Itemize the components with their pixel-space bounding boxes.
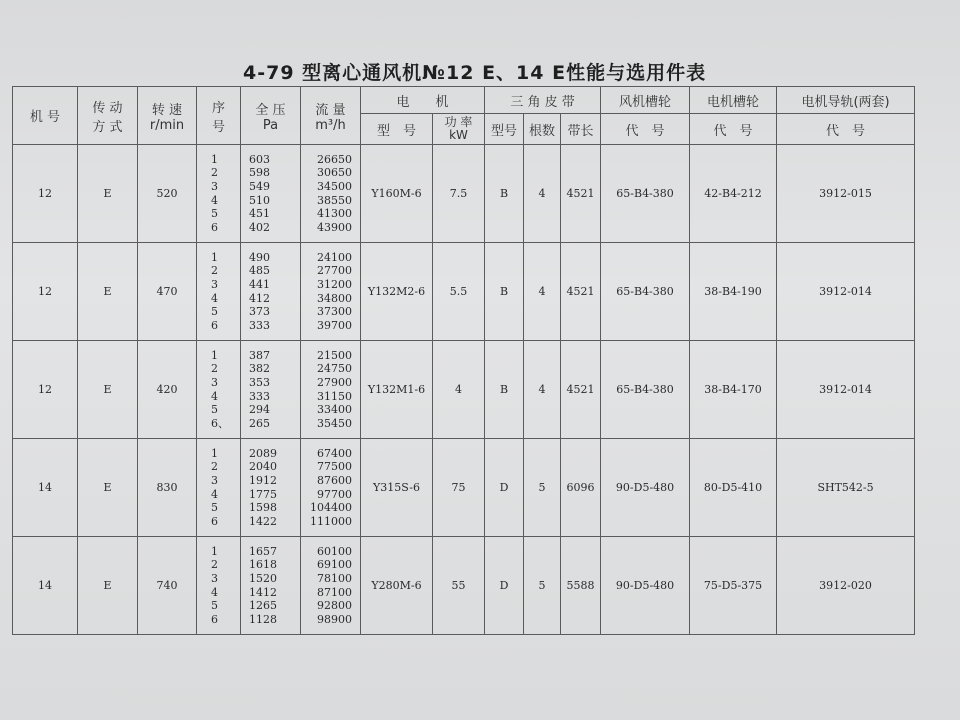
header-dianji-xinghao: 型 号 — [361, 114, 433, 145]
pressure-item: 441 — [249, 277, 270, 291]
cell-chuandong: E — [78, 341, 138, 439]
cell-power: 4 — [433, 341, 485, 439]
pressure-item: 382 — [249, 362, 270, 376]
header-zhuansu-label: 转 速 — [151, 102, 183, 118]
pressure-item: 412 — [249, 291, 270, 305]
header-pidai-xinghao: 型号 — [485, 114, 524, 145]
cell-power: 55 — [433, 537, 485, 635]
flow-item: 67400 — [317, 446, 352, 460]
cell-seq — [197, 439, 241, 537]
table-row — [13, 537, 915, 635]
cell-rail: 3912-014 — [777, 341, 915, 439]
cell-power: 7.5 — [433, 145, 485, 243]
pressure-item: 451 — [249, 207, 270, 221]
flow-item: 92800 — [317, 599, 352, 613]
flow-item: 34800 — [317, 291, 352, 305]
header-dianji-gonglv: 功 率 kW — [433, 114, 485, 145]
performance-table — [12, 86, 915, 635]
cell-motor: Y280M-6 — [361, 537, 433, 635]
cell-fan-pulley: 65-B4-380 — [601, 341, 690, 439]
header-quanya-label: 全 压 — [255, 102, 286, 118]
pressure-item: 353 — [249, 375, 270, 389]
flow-item: 87100 — [317, 585, 352, 599]
cell-chuandong: E — [78, 537, 138, 635]
flow-item: 34500 — [317, 179, 352, 193]
pressure-item: 598 — [249, 166, 270, 180]
cell-power: 5.5 — [433, 243, 485, 341]
cell-pressure — [241, 439, 301, 537]
cell-chuandong: E — [78, 145, 138, 243]
cell-fan-pulley: 90-D5-480 — [601, 439, 690, 537]
header-dianji-caolun-daihao: 代 号 — [690, 114, 777, 145]
cell-pressure — [241, 243, 301, 341]
seq-item: 2 — [211, 558, 218, 572]
seq-item: 4 — [211, 585, 218, 599]
seq-item: 5 — [211, 501, 218, 515]
header-fengji-caolun: 风机槽轮 — [601, 87, 690, 114]
cell-zhuansu: 520 — [138, 145, 197, 243]
cell-motor: Y132M1-6 — [361, 341, 433, 439]
seq-item: 1 — [211, 544, 218, 558]
pressure-item: 1618 — [249, 558, 277, 572]
cell-motor-pulley: 42-B4-212 — [690, 145, 777, 243]
cell-motor: Y160M-6 — [361, 145, 433, 243]
cell-belt-count: 4 — [524, 145, 561, 243]
cell-belt-count: 5 — [524, 537, 561, 635]
flow-item: 111000 — [310, 514, 352, 528]
cell-belt-len: 4521 — [561, 341, 601, 439]
seq-item: 6 — [211, 514, 218, 528]
header-quanya-unit: Pa — [262, 117, 279, 133]
flow-item: 33400 — [317, 403, 352, 417]
flow-item: 77500 — [317, 460, 352, 474]
header-chuandong: 传 动 方 式 — [78, 87, 138, 145]
cell-belt-type: B — [485, 145, 524, 243]
pressure-item: 2089 — [249, 446, 277, 460]
cell-rail: 3912-014 — [777, 243, 915, 341]
cell-zhuansu: 420 — [138, 341, 197, 439]
cell-pressure — [241, 537, 301, 635]
flow-item: 35450 — [317, 416, 352, 430]
cell-jihao: 12 — [13, 145, 78, 243]
table-row — [13, 341, 915, 439]
cell-flow — [301, 439, 361, 537]
seq-item: 3 — [211, 277, 218, 291]
flow-item: 38550 — [317, 193, 352, 207]
header-xu: 序 号 — [197, 87, 241, 145]
flow-item: 41300 — [317, 207, 352, 221]
pressure-item: 1422 — [249, 514, 277, 528]
cell-flow — [301, 145, 361, 243]
header-zhuansu — [138, 87, 197, 145]
cell-pressure — [241, 145, 301, 243]
seq-item: 2 — [211, 460, 218, 474]
seq-item: 3 — [211, 473, 218, 487]
seq-item: 1 — [211, 152, 218, 166]
cell-jihao: 12 — [13, 243, 78, 341]
pressure-item: 333 — [249, 389, 270, 403]
cell-motor-pulley: 38-B4-190 — [690, 243, 777, 341]
pressure-item: 402 — [249, 220, 270, 234]
cell-rail: 3912-020 — [777, 537, 915, 635]
seq-item: 3 — [211, 375, 218, 389]
cell-belt-type: B — [485, 243, 524, 341]
cell-seq — [197, 243, 241, 341]
header-sanjiao: 三 角 皮 带 — [485, 87, 601, 114]
seq-item: 4 — [211, 487, 218, 501]
cell-zhuansu: 830 — [138, 439, 197, 537]
cell-belt-len: 4521 — [561, 243, 601, 341]
pressure-item: 1775 — [249, 487, 277, 501]
seq-item: 1 — [211, 446, 218, 460]
header-liuliang-unit: m³/h — [315, 117, 346, 133]
cell-rail: SHT542-5 — [777, 439, 915, 537]
cell-motor-pulley: 75-D5-375 — [690, 537, 777, 635]
header-row-1 — [13, 87, 915, 114]
flow-item: 26650 — [317, 152, 352, 166]
pressure-item: 1265 — [249, 599, 277, 613]
table-row — [13, 439, 915, 537]
pressure-item: 603 — [249, 152, 270, 166]
cell-motor-pulley: 38-B4-170 — [690, 341, 777, 439]
header-pidai-daichang: 带长 — [561, 114, 601, 145]
flow-item: 27700 — [317, 264, 352, 278]
cell-flow — [301, 537, 361, 635]
header-jihao: 机 号 — [13, 87, 78, 145]
cell-seq — [197, 537, 241, 635]
seq-item: 2 — [211, 166, 218, 180]
cell-motor: Y132M2-6 — [361, 243, 433, 341]
cell-chuandong: E — [78, 439, 138, 537]
pressure-item: 549 — [249, 179, 270, 193]
cell-pressure — [241, 341, 301, 439]
header-zhuansu-unit: r/min — [149, 117, 185, 133]
seq-item: 3 — [211, 179, 218, 193]
table-wrapper — [12, 86, 914, 635]
seq-item: 5 — [211, 599, 218, 613]
flow-item: 31200 — [317, 277, 352, 291]
seq-item: 4 — [211, 193, 218, 207]
cell-fan-pulley: 90-D5-480 — [601, 537, 690, 635]
flow-item: 98900 — [317, 612, 352, 626]
pressure-item: 1520 — [249, 571, 277, 585]
flow-item: 30650 — [317, 166, 352, 180]
cell-belt-len: 4521 — [561, 145, 601, 243]
flow-item: 87600 — [317, 473, 352, 487]
header-fengji-daihao: 代 号 — [601, 114, 690, 145]
cell-jihao: 14 — [13, 537, 78, 635]
flow-item: 39700 — [317, 318, 352, 332]
pressure-item: 1657 — [249, 544, 277, 558]
flow-item: 24100 — [317, 250, 352, 264]
cell-jihao: 12 — [13, 341, 78, 439]
cell-seq — [197, 341, 241, 439]
seq-item: 5 — [211, 305, 218, 319]
seq-item: 1 — [211, 250, 218, 264]
seq-item: 6、 — [211, 416, 229, 430]
flow-item: 37300 — [317, 305, 352, 319]
seq-item: 6 — [211, 318, 218, 332]
pressure-item: 294 — [249, 403, 270, 417]
flow-item: 24750 — [317, 362, 352, 376]
flow-item: 27900 — [317, 375, 352, 389]
cell-zhuansu: 740 — [138, 537, 197, 635]
header-liuliang-label: 流 量 — [315, 102, 346, 118]
cell-belt-count: 4 — [524, 341, 561, 439]
header-daogui-daihao: 代 号 — [777, 114, 915, 145]
cell-rail: 3912-015 — [777, 145, 915, 243]
cell-belt-type: D — [485, 439, 524, 537]
table-row — [13, 243, 915, 341]
seq-item: 2 — [211, 264, 218, 278]
seq-item: 1 — [211, 348, 218, 362]
seq-item: 2 — [211, 362, 218, 376]
cell-jihao: 14 — [13, 439, 78, 537]
header-dianji-caolun: 电机槽轮 — [690, 87, 777, 114]
pressure-item: 1912 — [249, 473, 277, 487]
pressure-item: 333 — [249, 318, 270, 332]
flow-item: 31150 — [317, 389, 352, 403]
pressure-item: 2040 — [249, 460, 277, 474]
flow-item: 104400 — [310, 501, 352, 515]
cell-flow — [301, 341, 361, 439]
cell-fan-pulley: 65-B4-380 — [601, 243, 690, 341]
table-row — [13, 145, 915, 243]
pressure-item: 1412 — [249, 585, 277, 599]
seq-item: 4 — [211, 389, 218, 403]
cell-seq — [197, 145, 241, 243]
pressure-item: 485 — [249, 264, 270, 278]
pressure-item: 1598 — [249, 501, 277, 515]
seq-item: 6 — [211, 612, 218, 626]
pressure-item: 1128 — [249, 612, 277, 626]
seq-item: 5 — [211, 207, 218, 221]
cell-chuandong: E — [78, 243, 138, 341]
cell-belt-count: 5 — [524, 439, 561, 537]
cell-belt-type: D — [485, 537, 524, 635]
flow-item: 69100 — [317, 558, 352, 572]
flow-item: 43900 — [317, 220, 352, 234]
seq-item: 3 — [211, 571, 218, 585]
cell-power: 75 — [433, 439, 485, 537]
pressure-item: 510 — [249, 193, 270, 207]
cell-belt-len: 6096 — [561, 439, 601, 537]
cell-motor-pulley: 80-D5-410 — [690, 439, 777, 537]
table-title: 4-79 型离心通风机№12 E、14 E性能与选用件表 — [243, 62, 707, 84]
header-daogui: 电机导轨(两套) — [777, 87, 915, 114]
cell-flow — [301, 243, 361, 341]
cell-zhuansu: 470 — [138, 243, 197, 341]
header-liuliang — [301, 87, 361, 145]
seq-item: 4 — [211, 291, 218, 305]
flow-item: 78100 — [317, 571, 352, 585]
cell-motor: Y315S-6 — [361, 439, 433, 537]
header-pidai-genshu: 根数 — [524, 114, 561, 145]
header-quanya — [241, 87, 301, 145]
pressure-item: 373 — [249, 305, 270, 319]
cell-fan-pulley: 65-B4-380 — [601, 145, 690, 243]
seq-item: 5 — [211, 403, 218, 417]
pressure-item: 387 — [249, 348, 270, 362]
cell-belt-len: 5588 — [561, 537, 601, 635]
cell-belt-count: 4 — [524, 243, 561, 341]
pressure-item: 265 — [249, 416, 270, 430]
flow-item: 60100 — [317, 544, 352, 558]
header-dianji: 电 机 — [361, 87, 485, 114]
cell-belt-type: B — [485, 341, 524, 439]
flow-item: 97700 — [317, 487, 352, 501]
seq-item: 6 — [211, 220, 218, 234]
flow-item: 21500 — [317, 348, 352, 362]
pressure-item: 490 — [249, 250, 270, 264]
